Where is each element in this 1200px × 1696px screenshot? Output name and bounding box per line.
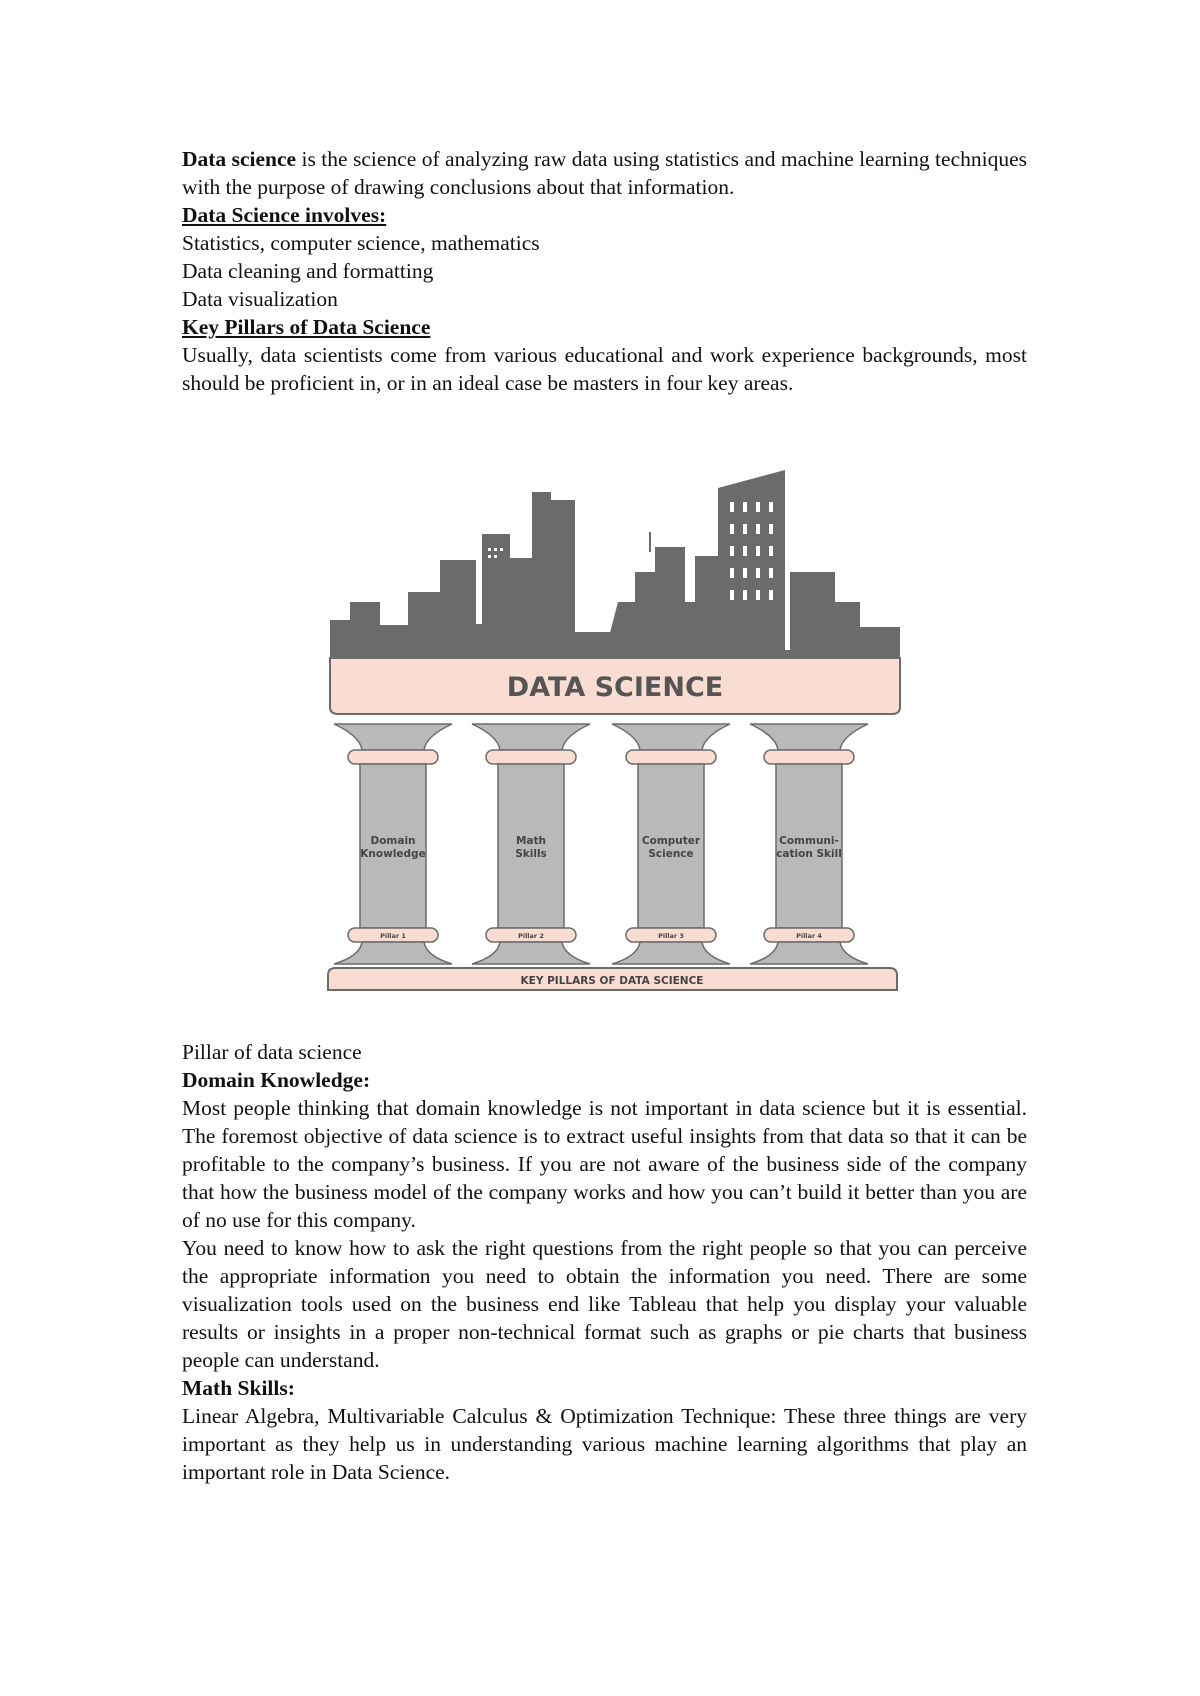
pillar-label-line2: Science [648,848,694,860]
involves-item: Statistics, computer science, mathematics [182,231,540,255]
involves-heading: Data Science involves: [182,203,387,227]
pillar-label-line2: cation Skill [776,848,842,860]
involves-item: Data visualization [182,287,338,311]
pillar-label-line1: Computer [641,835,701,847]
pillar-tag: Pillar 4 [796,932,822,940]
pillars-paragraph: Usually, data scientists come from various educational and work experience backgrounds, most should be proficient in, or in an ideal case be masters in four key areas. [182,343,1027,395]
intro-text: is the science of analyzing raw data using statistics and machine learning techniques with the purpose of drawing conclusions about that information. [182,147,1027,199]
involves-item: Data cleaning and formatting [182,259,434,283]
document-bottom [182,1038,1027,1486]
domain-knowledge-heading: Domain Knowledge: [182,1068,371,1092]
pillar-math-skills [472,724,590,964]
math-skills-heading: Math Skills: [182,1376,295,1400]
banner-title: DATA SCIENCE [506,672,724,703]
pillars-heading: Key Pillars of Data Science [182,315,431,339]
math-paragraph: Linear Algebra, Multivariable Calculus & Optimization Technique: These three things are very important as they help us in understanding various machine learning algorithms that play an important role in Data Science. [182,1404,1027,1484]
pillar-domain-knowledge [334,724,452,964]
pillar-label-line1: Math [515,835,547,847]
pillar-tag: Pillar 2 [518,932,544,940]
data-science-pillars-figure [320,452,905,1022]
domain-paragraph-1: Most people thinking that domain knowledge is not important in data science but it is essential. The foremost objective of data science is to extract useful insights from that data so that it can be profitable to the company’s business. If you are not aware of the business side of the company that how the business model of the company works and how you can’t build it better than you are of no use for this company. [182,1096,1027,1232]
pillar-label-line1: Domain [370,835,416,847]
pillar-tag: Pillar 1 [380,932,406,940]
pillar-label-line1: Communi- [779,835,839,847]
intro-paragraph [182,145,1027,201]
pillar-communication-skill [750,724,868,964]
pillar-label-line2: Knowledge [360,848,426,860]
city-skyline-illustration [330,470,900,652]
intro-term: Data science [182,147,297,171]
document-top [182,145,1027,397]
pillar-computer-science [612,724,730,964]
figure-caption: Pillar of data science [182,1040,362,1064]
pillar-tag: Pillar 3 [658,932,684,940]
base-label: KEY PILLARS OF DATA SCIENCE [520,975,704,987]
domain-paragraph-2: You need to know how to ask the right questions from the right people so that you can perceive the appropriate information you need to obtain the information you need. There are some visualization tools used on the business end like Tableau that help you display your valuable results or insights in a proper non-technical format such as graphs or pie charts that business people can understand. [182,1236,1027,1372]
pillar-label-line2: Skills [515,848,547,860]
